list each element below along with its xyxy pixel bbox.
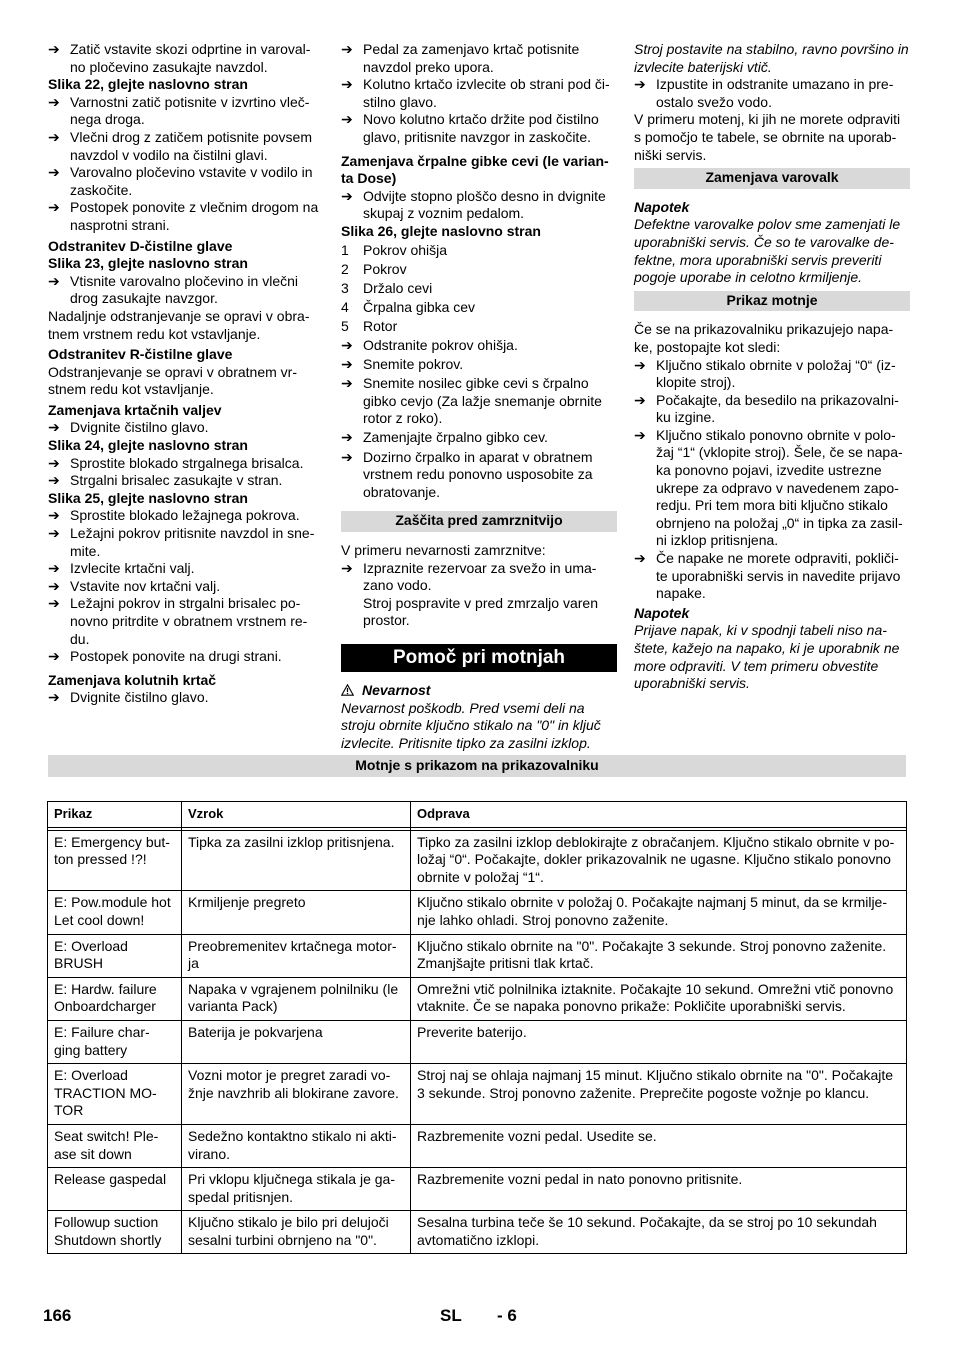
cell-display: E: Pow.module hot Let cool down! <box>48 891 182 934</box>
step-item <box>48 648 322 666</box>
legend-number: 4 <box>341 298 349 315</box>
figure-heading: Slika 26, glejte naslovno stran <box>341 222 541 239</box>
step-text: Izpustite in odstranite umazano in pre-ostalo svežo vodo. <box>656 76 894 110</box>
arrow-icon: ➔ <box>341 187 353 204</box>
step-item <box>48 507 322 525</box>
column-middle <box>341 41 617 752</box>
arrow-icon: ➔ <box>634 550 646 567</box>
warning-text: Nevarnost poškodb. Pred vsemi deli na stroju obrnite ključno stikalo na "0" in ključ izvlecite. Pritisnite tipko za zasilni izklop. <box>341 699 601 751</box>
paragraph: Odstranjevanje se opravi v obratnem vr-stnem redu kot vstavljanje. <box>48 363 297 398</box>
step-item <box>341 76 617 111</box>
legend-text: Pokrov <box>363 260 407 277</box>
arrow-icon: ➔ <box>48 507 60 524</box>
arrow-icon: ➔ <box>48 164 60 181</box>
arrow-icon: ➔ <box>341 356 353 373</box>
step-text: Zatič vstavite skozi odprtine in varoval-no pločevino zasukajte navzdol. <box>70 41 311 75</box>
step-text: Strgalni brisalec zasukajte v stran. <box>70 472 283 489</box>
step-text: Sprostite blokado strgalnega brisalca. <box>70 454 304 471</box>
cell-display: E: Emergency but-ton pressed !?! <box>48 830 182 891</box>
step-text: Odstranite pokrov ohišja. <box>363 337 518 353</box>
figure-heading: Slika 22, glejte naslovno stran <box>48 76 248 93</box>
note-text: Defektne varovalke polov sme zamenjati le uporabniški servis. Če so te varovalke de-fektne, mora uporabniški servis preveriti pogoje uporabe in celotno krmiljenje. <box>634 216 901 286</box>
legend-number: 5 <box>341 317 349 334</box>
arrow-icon: ➔ <box>341 76 353 93</box>
cell-remedy: Tipko za zasilni izklop deblokirajte z obračanjem. Ključno stikalo obrnite v po-ložaj “0“. Počakajte, dokler prikazovalnik ne ugasne. Ključno stikalo ponovno obrnite v položaj “1“. <box>411 830 907 891</box>
section-heading: Zamenjava krtačnih valjev <box>48 401 222 418</box>
legend-number: 2 <box>341 260 349 277</box>
step-text: Počakajte, da besedilo na prikazovalni-ku izgine. <box>656 391 899 426</box>
step-item <box>48 41 322 76</box>
step-text: Izvlecite krtačni valj. <box>70 560 195 577</box>
step-text: Pedal za zamenjavo krtač potisnite navzdol preko upora. <box>363 41 580 75</box>
step-item <box>341 429 617 447</box>
legend-item <box>341 242 617 260</box>
paragraph: V primeru motenj, ki jih ne morete odpraviti s pomočjo te tabele, se obrnite na uporab-niški servis. <box>634 111 901 163</box>
section-heading: Odstranitev D-čistilne glave <box>48 237 233 254</box>
legend-text: Rotor <box>363 317 398 334</box>
cell-cause: Tipka za zasilni izklop pritisnjena. <box>182 830 411 891</box>
arrow-icon: ➔ <box>48 560 60 577</box>
section-page-text: - 6 <box>497 1306 517 1325</box>
step-text: Postopek ponovite z vlečnim drogom na nasprotni strani. <box>70 199 319 233</box>
legend-number: 3 <box>341 279 349 296</box>
fault-table <box>47 801 907 1254</box>
step-item <box>48 689 322 707</box>
step-item <box>48 472 322 490</box>
legend-item <box>341 280 617 298</box>
section-heading: Odstranitev R-čistilne glave <box>48 346 233 363</box>
step-text: Dozirno črpalko in aparat v obratnem vrstnem redu ponovno usposobite za obratovanje. <box>363 448 593 500</box>
note-heading: Napotek <box>634 604 690 621</box>
step-text: Ključno stikalo ponovno obrnite v polo-žaj “1“ (vklopite stroj). Šele, če se napa-ka ponovno pojavi, izvedite ustrezne ukrepe za odpravo v navedenem zapo-redju. Pri tem mora biti ključno stikalo obrnjeno na položaj „0“ in tipka za zasil-ni izklop pritisnjena. <box>656 426 903 549</box>
arrow-icon: ➔ <box>341 111 353 128</box>
legend-item <box>341 261 617 279</box>
legend-text: Pokrov ohišja <box>363 241 448 258</box>
cell-remedy: Ključno stikalo obrnite v položaj 0. Počakajte najmanj 5 minut, da se krmilje-nje lahko ohladi. Stroj ponovno zaženite. <box>411 891 907 934</box>
legend-item <box>341 318 617 336</box>
arrow-icon: ➔ <box>48 577 60 594</box>
arrow-icon: ➔ <box>341 337 353 353</box>
step-item <box>341 449 617 502</box>
arrow-icon: ➔ <box>48 128 60 145</box>
cell-remedy: Ključno stikalo obrnite na "0". Počakajte 3 sekunde. Stroj ponovno zaženite. Zmanjšajte pritisni tlak krtač. <box>411 934 907 977</box>
step-item <box>48 94 322 129</box>
figure-heading: Slika 24, glejte naslovno stran <box>48 437 248 454</box>
cell-remedy: Razbremenite vozni pedal in nato ponovno pritisnite. <box>411 1168 907 1211</box>
section-bar: Prikaz motnje <box>634 291 910 312</box>
arrow-icon: ➔ <box>634 76 646 93</box>
arrow-icon: ➔ <box>48 41 60 57</box>
step-text: Kolutno krtačo izvlecite ob strani pod či-stilno glavo. <box>363 76 610 110</box>
arrow-icon: ➔ <box>341 559 353 576</box>
section-bar: Zaščita pred zamrznitvijo <box>341 511 617 532</box>
step-item <box>634 427 910 550</box>
step-item <box>48 525 322 560</box>
step-text: Vlečni drog z zatičem potisnite povsem navzdol v vodilo na čistilni glavi. <box>70 128 312 163</box>
step-item <box>634 76 910 111</box>
cell-cause: Krmiljenje pregreto <box>182 891 411 934</box>
paragraph: Nadaljnje odstranjevanje se opravi v obra-tnem vrstnem redu kot vstavljanje. <box>48 307 310 342</box>
column-left <box>48 41 322 707</box>
arrow-icon: ➔ <box>48 595 60 612</box>
cell-cause: Vozni motor je pregret zaradi vo-žnje navzhrib ali blokirane zavore. <box>182 1064 411 1125</box>
arrow-icon: ➔ <box>48 648 60 665</box>
cell-display: Followup suction Shutdown shortly <box>48 1211 182 1254</box>
step-item <box>48 273 322 308</box>
cell-display: E: Overload TRACTION MO-TOR <box>48 1064 182 1125</box>
step-text: Ključno stikalo obrnite v položaj “0“ (iz-klopite stroj). <box>656 356 896 391</box>
paragraph: Stroj postavite na stabilno, ravno površino in izvlecite baterijski vtič. <box>634 41 909 75</box>
step-text: Varovalno pločevino vstavite v vodilo in zaskočite. <box>70 164 313 198</box>
arrow-icon: ➔ <box>341 448 353 465</box>
step-text: Ležajni pokrov pritisnite navzdol in sne-mite. <box>70 525 315 559</box>
step-text: Sprostite blokado ležajnega pokrova. <box>70 507 300 524</box>
legend-text: Držalo cevi <box>363 279 433 296</box>
cell-display: Release gaspedal <box>48 1168 182 1211</box>
chapter-title: Pomoč pri motnjah <box>341 644 617 672</box>
cell-remedy: Stroj naj se ohlaja najmanj 15 minut. Ključno stikalo obrnite na "0". Počakajte 3 sekunde. Stroj ponovno zaženite. Preprečite pogoste vožnje po klancu. <box>411 1064 907 1125</box>
cell-remedy: Preverite baterijo. <box>411 1020 907 1063</box>
section-heading: Zamenjava črpalne gibke cevi (le varian-ta Dose) <box>341 152 609 187</box>
cell-display: Seat switch! Ple-ase sit down <box>48 1124 182 1167</box>
step-item <box>48 595 322 648</box>
step-text: Postopek ponovite na drugi strani. <box>70 648 282 665</box>
arrow-icon: ➔ <box>634 356 646 373</box>
cell-remedy: Sesalna turbina teče še 10 sekund. Počakajte, da se stroj po 10 sekundah avtomatično izklopi. <box>411 1211 907 1254</box>
warning-icon <box>341 684 354 696</box>
legend-item <box>341 299 617 317</box>
cell-cause: Baterija je pokvarjena <box>182 1020 411 1063</box>
step-item <box>48 560 322 578</box>
step-item <box>48 455 322 473</box>
step-item <box>341 356 617 374</box>
table-row <box>48 977 907 1020</box>
step-text: Varnostni zatič potisnite v izvrtino vleč-nega droga. <box>70 93 310 128</box>
section-page <box>497 1307 517 1325</box>
arrow-icon: ➔ <box>48 689 60 706</box>
arrow-icon: ➔ <box>341 429 353 446</box>
legend-number: 1 <box>341 241 349 258</box>
header-remedy: Odprava <box>411 802 907 828</box>
section-bar: Zamenjava varovalk <box>634 168 910 189</box>
arrow-icon: ➔ <box>48 454 60 471</box>
figure-heading: Slika 25, glejte naslovno stran <box>48 489 248 506</box>
arrow-icon: ➔ <box>48 472 60 489</box>
cell-cause: Ključno stikalo je bilo pri delujoči sesalni turbini obrnjeno na "0". <box>182 1211 411 1254</box>
arrow-icon: ➔ <box>341 375 353 392</box>
step-item <box>341 41 617 76</box>
step-text: Vstavite nov krtačni valj. <box>70 577 221 594</box>
column-right <box>634 41 910 693</box>
step-text: Ležajni pokrov in strgalni brisalec po-novno pritrdite v obratnem vrstnem re-du. <box>70 595 308 647</box>
cell-display: E: Overload BRUSH <box>48 934 182 977</box>
arrow-icon: ➔ <box>48 272 60 289</box>
cell-remedy: Razbremenite vozni pedal. Usedite se. <box>411 1124 907 1167</box>
step-text: Snemite pokrov. <box>363 356 464 373</box>
figure-heading: Slika 23, glejte naslovno stran <box>48 255 248 272</box>
arrow-icon: ➔ <box>48 199 60 216</box>
paragraph: Stroj pospravite v pred zmrzaljo varen prostor. <box>363 594 598 629</box>
step-text: Izpraznite rezervoar za svežo in uma-zano vodo. <box>363 559 597 594</box>
cell-display: E: Hardw. failure Onboardcharger <box>48 977 182 1020</box>
table-row <box>48 1124 907 1167</box>
arrow-icon: ➔ <box>48 419 60 436</box>
cell-cause: Pri vklopu ključnega stikala je ga-spedal pritisnjen. <box>182 1168 411 1211</box>
step-text: Dvignite čistilno glavo. <box>70 689 209 706</box>
cell-display: E: Failure char-ging battery <box>48 1020 182 1063</box>
arrow-icon: ➔ <box>48 93 60 110</box>
note-heading: Napotek <box>634 198 690 215</box>
step-text: Dvignite čistilno glavo. <box>70 419 209 436</box>
table-row <box>48 934 907 977</box>
step-item <box>48 199 322 234</box>
cell-cause: Napaka v vgrajenem polnilniku (le varianta Pack) <box>182 977 411 1020</box>
arrow-icon: ➔ <box>634 391 646 408</box>
table-row <box>48 1211 907 1254</box>
step-item <box>634 550 910 603</box>
step-item <box>634 357 910 392</box>
step-item <box>341 188 617 223</box>
paragraph: V primeru nevarnosti zamrznitve: <box>341 541 546 558</box>
warning-heading <box>341 682 617 700</box>
step-text: Zamenjajte črpalno gibko cev. <box>363 429 548 446</box>
table-row <box>48 1168 907 1211</box>
step-item <box>48 578 322 596</box>
section-heading: Zamenjava kolutnih krtač <box>48 671 217 688</box>
step-item <box>341 111 617 146</box>
step-item <box>48 419 322 437</box>
step-item <box>341 375 617 428</box>
table-row <box>48 891 907 934</box>
step-text: Vtisnite varovalno pločevino in vlečni drog zasukajte navzgor. <box>70 272 299 307</box>
note-text: Prijave napak, ki v spodnji tabeli niso na-štete, kažejo na napako, ki je uporabnik ne more odpraviti. V tem primeru obvestite uporabniški servis. <box>634 622 900 692</box>
step-item <box>341 337 617 355</box>
header-display: Prikaz <box>48 802 182 828</box>
table-title: Motnje s prikazom na prikazovalniku <box>48 755 906 777</box>
arrow-icon: ➔ <box>341 41 353 57</box>
step-text: Novo kolutno krtačo držite pod čistilno glavo, pritisnite navzgor in zaskočite. <box>363 111 599 145</box>
step-text: Če napake ne morete odpraviti, pokliči-te uporabniški servis in navedite prijavo napake. <box>656 550 901 602</box>
step-item <box>341 560 617 595</box>
step-item <box>48 164 322 199</box>
arrow-icon: ➔ <box>48 525 60 542</box>
step-item <box>48 129 322 164</box>
page-number: 166 <box>43 1306 72 1325</box>
legend-text: Črpalna gibka cev <box>363 298 476 315</box>
cell-remedy: Omrežni vtič polnilnika iztaknite. Počakajte 10 sekund. Omrežni vtič ponovno vtaknite. Če se napaka ponovno prikaže: Pokličite uporabniški servis. <box>411 977 907 1020</box>
cell-cause: Sedežno kontaktno stikalo ni akti-virano. <box>182 1124 411 1167</box>
language-code: SL <box>440 1306 462 1325</box>
paragraph: Če se na prikazovalniku prikazujejo napa-ke, postopajte kot sledi: <box>634 321 894 355</box>
cell-cause: Preobremenitev krtačnega motor-ja <box>182 934 411 977</box>
warning-title: Nevarnost <box>362 681 431 698</box>
step-item <box>634 392 910 427</box>
table-row <box>48 1064 907 1125</box>
header-cause: Vzrok <box>182 802 411 828</box>
arrow-icon: ➔ <box>634 426 646 443</box>
table-row <box>48 830 907 891</box>
table-row <box>48 1020 907 1063</box>
step-text: Odvijte stopno ploščo desno in dvignite skupaj z voznim pedalom. <box>363 187 606 222</box>
step-text: Snemite nosilec gibke cevi s črpalno gibko cevjo (Za lažje snemanje obrnite rotor z roko). <box>363 375 602 427</box>
table-header-row <box>48 802 907 828</box>
